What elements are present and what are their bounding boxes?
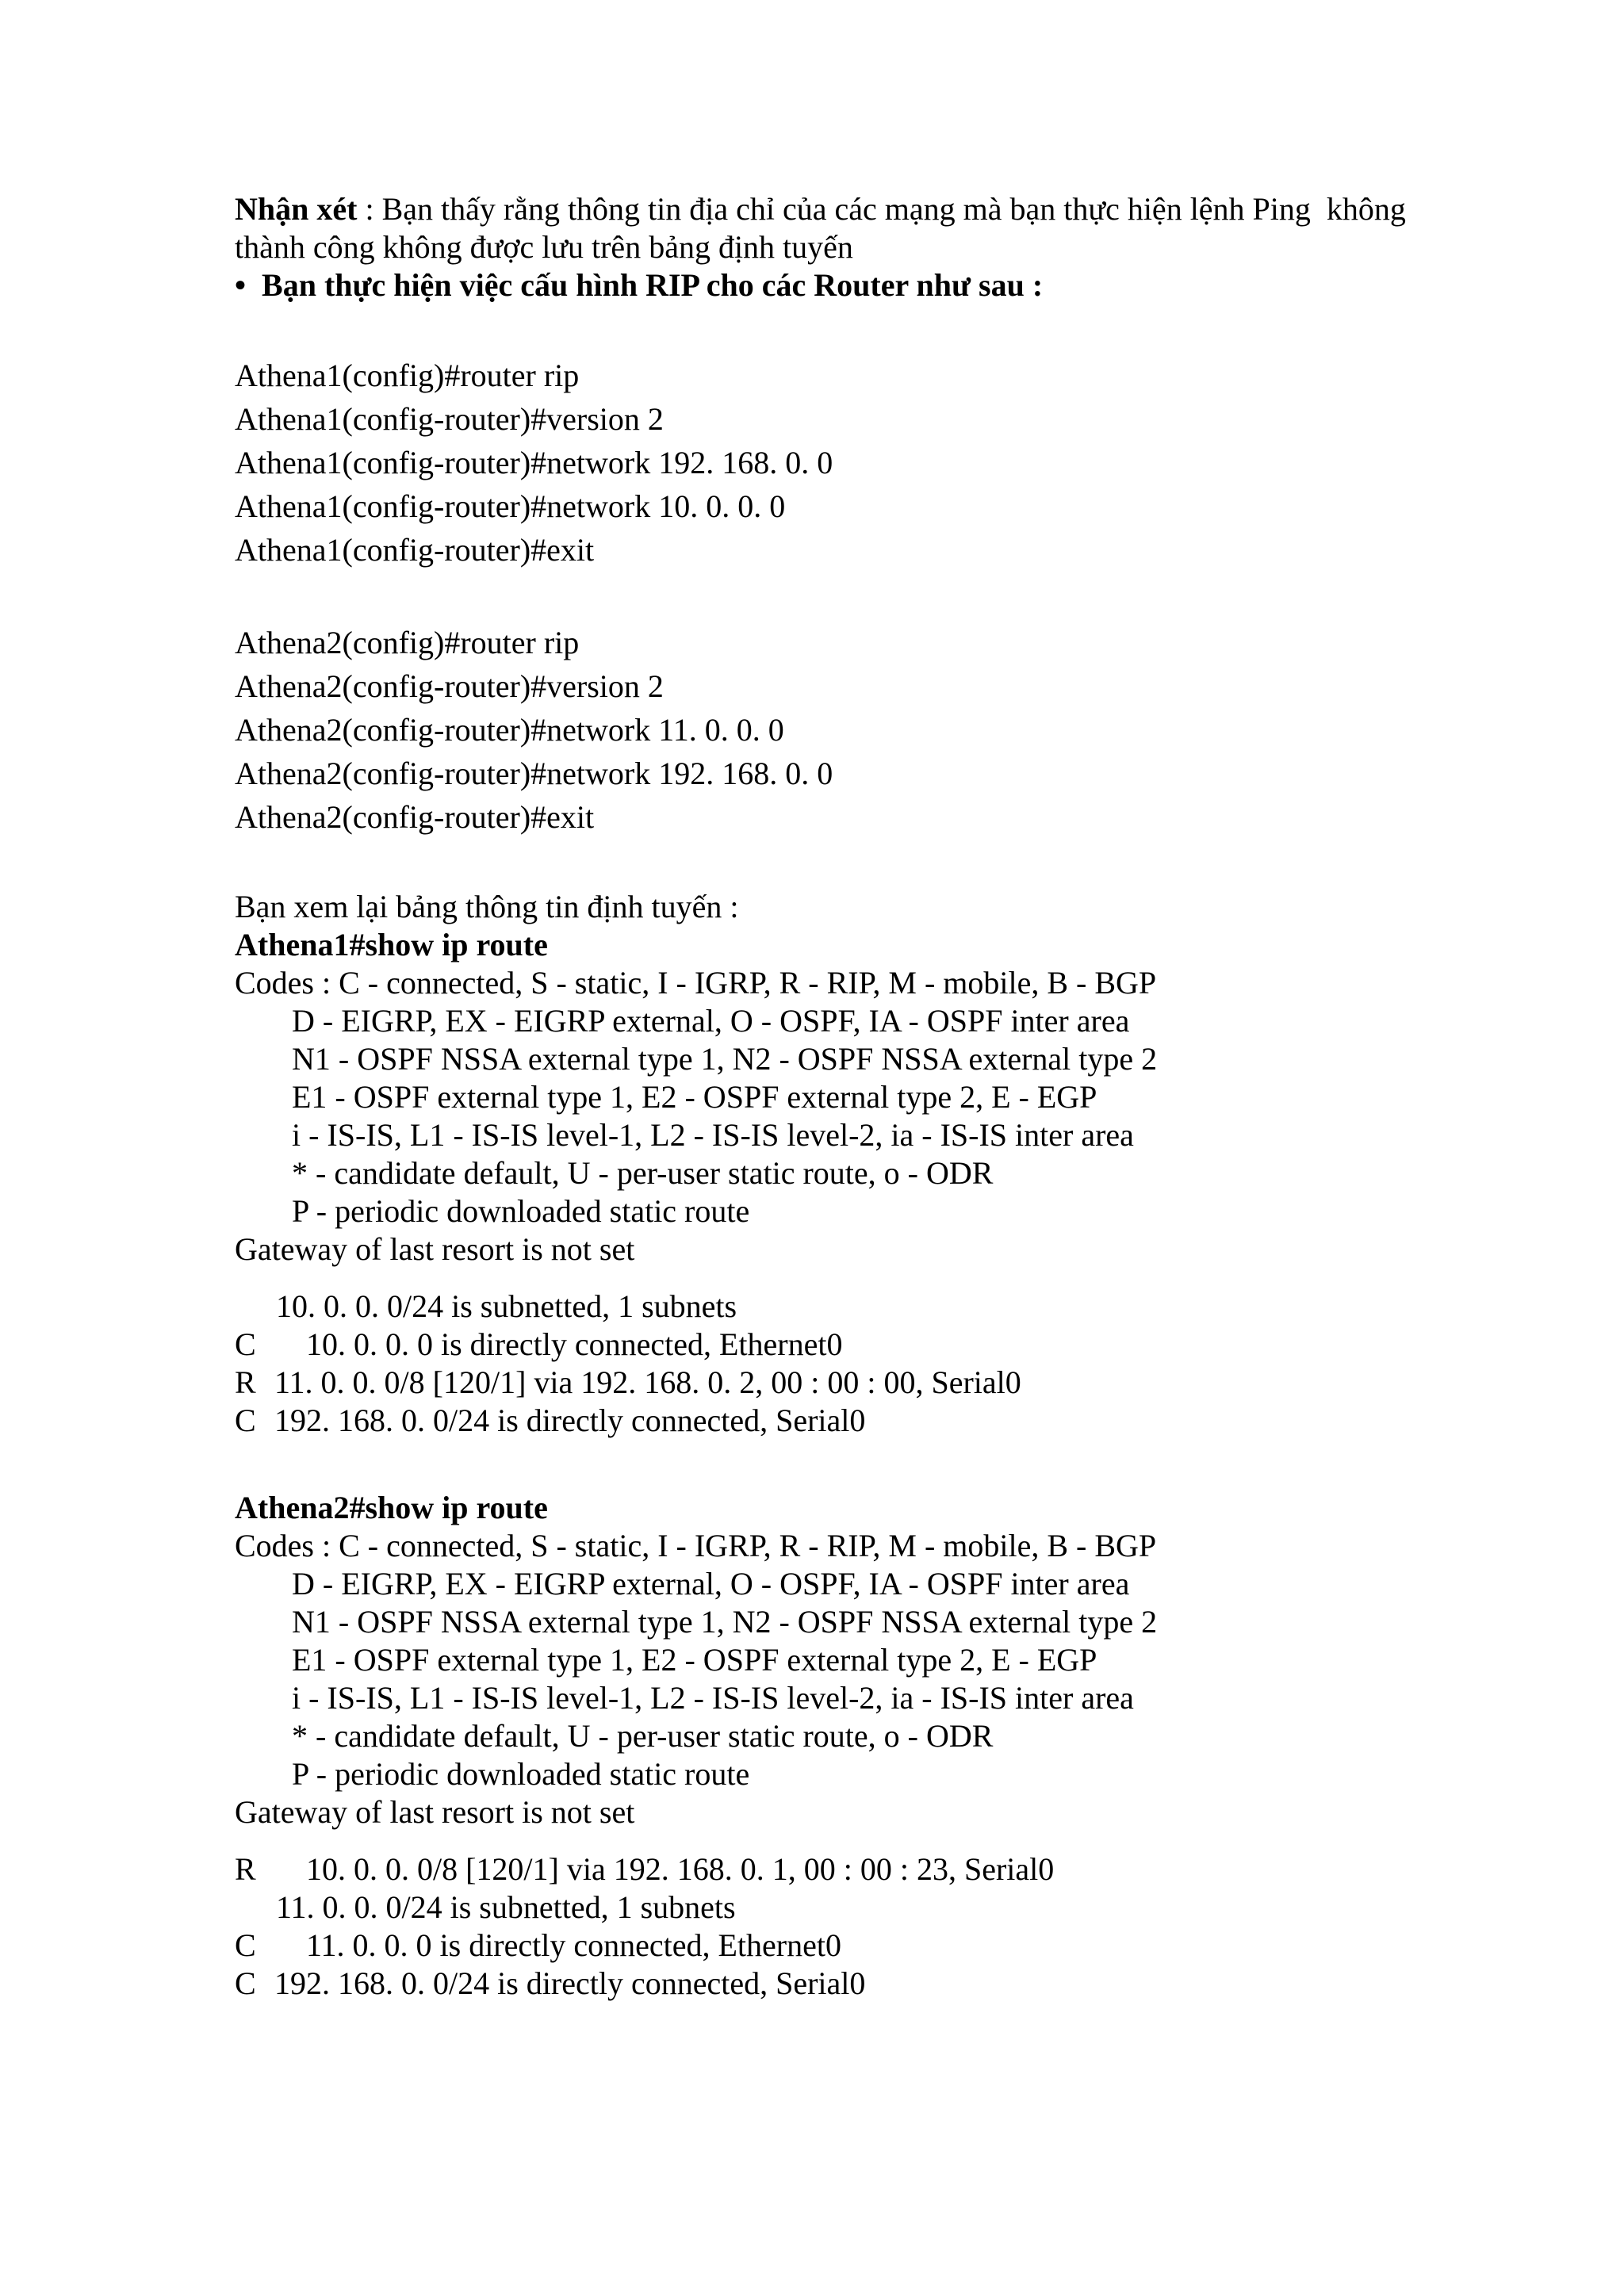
codes-line: Codes : C - connected, S - static, I - IGRP, R - RIP, M - mobile, B - BGP: [235, 965, 1157, 1001]
intro-text-1: : Bạn thấy rằng thông tin địa chỉ của các mạng mà bạn thực hiện lệnh Ping không: [357, 191, 1406, 227]
codes-line: D - EIGRP, EX - EIGRP external, O - OSPF, IA - OSPF inter area: [292, 1566, 1130, 1601]
subnet-note: 11. 0. 0. 0/24 is subnetted, 1 subnets: [276, 1889, 736, 1925]
intro-line-1: [235, 190, 1472, 228]
config-line: Athena2(config-router)#network 192. 168. 0. 0: [235, 756, 833, 791]
config-block-athena1: [235, 354, 1472, 572]
codes-line: P - periodic downloaded static route: [292, 1193, 750, 1229]
route-text: 11. 0. 0. 0 is directly connected, Ethernet0: [306, 1927, 841, 1963]
codes-line: N1 - OSPF NSSA external type 1, N2 - OSPF NSSA external type 2: [292, 1041, 1158, 1077]
codes-line: Codes : C - connected, S - static, I - IGRP, R - RIP, M - mobile, B - BGP: [235, 1528, 1157, 1563]
codes-line: N1 - OSPF NSSA external type 1, N2 - OSPF NSSA external type 2: [292, 1604, 1158, 1640]
route-code: C: [235, 1326, 256, 1362]
config-line: Athena1(config-router)#network 192. 168. 0. 0: [235, 445, 833, 480]
config-line: Athena1(config-router)#version 2: [235, 401, 664, 437]
gateway-line: Gateway of last resort is not set: [235, 1794, 635, 1830]
gateway-line: Gateway of last resort is not set: [235, 1231, 635, 1267]
route-row: [235, 1850, 1472, 1888]
route-text: 192. 168. 0. 0/24 is directly connected, Serial0: [274, 1402, 866, 1438]
config-line: Athena2(config)#router rip: [235, 625, 580, 660]
codes-line: D - EIGRP, EX - EIGRP external, O - OSPF, IA - OSPF inter area: [292, 1003, 1130, 1039]
config-line: Athena2(config-router)#exit: [235, 799, 595, 835]
intro-label: Nhận xét: [235, 191, 358, 227]
codes-line: * - candidate default, U - per-user static route, o - ODR: [292, 1155, 994, 1191]
show-command: Athena1#show ip route: [235, 927, 548, 962]
bullet-icon: •: [235, 267, 247, 303]
show-command: Athena2#show ip route: [235, 1490, 548, 1525]
config-line: Athena2(config-router)#version 2: [235, 668, 664, 704]
codes-line: * - candidate default, U - per-user static route, o - ODR: [292, 1718, 994, 1754]
route-row: [235, 1927, 1472, 1965]
config-block-athena2: [235, 621, 1472, 839]
bullet-text: Bạn thực hiện việc cấu hình RIP cho các Router như sau :: [262, 267, 1044, 303]
route-code: C: [235, 1965, 256, 2001]
route-row: [235, 1326, 1472, 1364]
config-line: Athena1(config)#router rip: [235, 358, 580, 393]
codes-line: i - IS-IS, L1 - IS-IS level-1, L2 - IS-IS level-2, ia - IS-IS inter area: [292, 1117, 1134, 1153]
route-row: [235, 1402, 1472, 1440]
route-text: 10. 0. 0. 0 is directly connected, Ethernet0: [306, 1326, 843, 1362]
route-row: [235, 1965, 1472, 2003]
route-text: 192. 168. 0. 0/24 is directly connected, Serial0: [274, 1965, 866, 2001]
codes-line: P - periodic downloaded static route: [292, 1756, 750, 1792]
config-line: Athena2(config-router)#network 11. 0. 0. 0: [235, 712, 784, 748]
codes-line: E1 - OSPF external type 1, E2 - OSPF external type 2, E - EGP: [292, 1079, 1097, 1115]
route-text: 11. 0. 0. 0/8 [120/1] via 192. 168. 0. 2, 00 : 00 : 00, Serial0: [274, 1364, 1021, 1400]
route-code: R: [235, 1851, 256, 1887]
route-row: [235, 1364, 1472, 1402]
route-text: 10. 0. 0. 0/8 [120/1] via 192. 168. 0. 1, 00 : 00 : 23, Serial0: [306, 1851, 1055, 1887]
codes-line: E1 - OSPF external type 1, E2 - OSPF external type 2, E - EGP: [292, 1642, 1097, 1678]
document-page: [235, 190, 1472, 2003]
codes-line: i - IS-IS, L1 - IS-IS level-1, L2 - IS-IS level-2, ia - IS-IS inter area: [292, 1680, 1134, 1716]
route-code: R: [235, 1364, 256, 1400]
config-line: Athena1(config-router)#network 10. 0. 0. 0: [235, 488, 786, 524]
bullet-line: [235, 266, 1472, 304]
review-text: Bạn xem lại bảng thông tin định tuyến :: [235, 889, 739, 924]
route-code: C: [235, 1927, 256, 1963]
intro-line-2: thành công không được lưu trên bảng định tuyến: [235, 229, 853, 265]
subnet-note: 10. 0. 0. 0/24 is subnetted, 1 subnets: [276, 1288, 737, 1324]
route-code: C: [235, 1402, 256, 1438]
route-table-athena1: [235, 926, 1472, 1440]
config-line: Athena1(config-router)#exit: [235, 532, 595, 568]
route-table-athena2: [235, 1489, 1472, 2003]
